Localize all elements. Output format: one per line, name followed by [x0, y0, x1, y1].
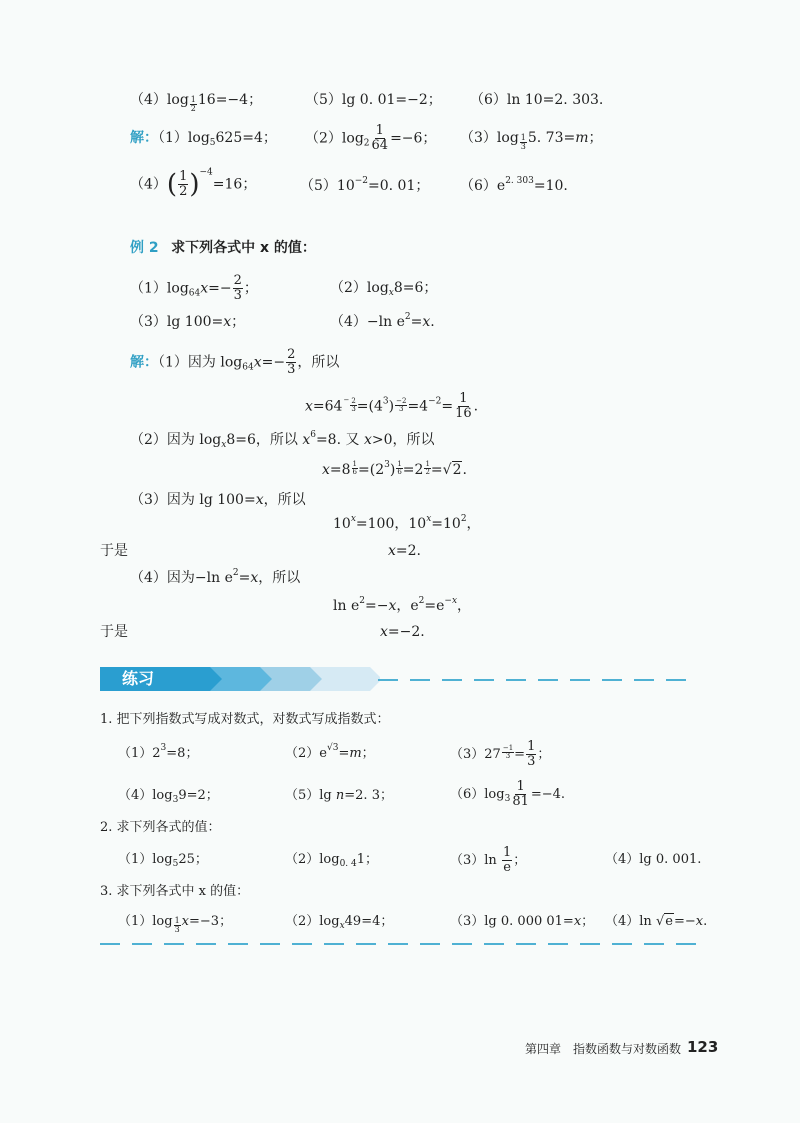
- example2-heading: [130, 238, 316, 258]
- example2-solution-3: （3）因为 lg 100=x，所以: [130, 492, 306, 508]
- example2-solution-3-result: x=2.: [388, 543, 421, 559]
- exercise-q1-1: $(1)2^3=8$；: [118, 743, 199, 761]
- chapter-footer: 第四章 指数函数与对数函数: [525, 1042, 682, 1056]
- example-label: 例 2: [130, 240, 159, 256]
- exercise-q2-3: （3）ln $\frac{1}{e}$ ；: [450, 845, 527, 875]
- exercise-q1-2: $(2)e^{√3}=m$；: [285, 743, 375, 761]
- dash-segment: [292, 943, 312, 945]
- example2-solution-2: （2）因为 $\log_x8=6$，所以 $x^6=8$. 又 x>0，所以: [130, 430, 435, 450]
- example1-answer-3: （3）log $_{\frac{1}{3}}$ 5. 73=m；: [460, 130, 603, 151]
- dash-segment: [634, 679, 654, 681]
- exercise-banner: [100, 667, 380, 691]
- exercise-title: 练习: [122, 669, 155, 688]
- dash-segment: [378, 679, 398, 681]
- dash-segment: [410, 679, 430, 681]
- exercise-q1-3: （3）27 $\frac{-1}{3}$ = $\frac{1}{3}$ ；: [450, 739, 551, 769]
- example2-solution-4-eq: $\ln e^2=-x$，$e^2=e^{-x}$，: [333, 596, 472, 614]
- example2-problem-2: $(2)\log_x8=6$；: [330, 280, 438, 298]
- exercise-q1-6: $(6)\log_3$ $\frac{1}{81}$ =−4.: [450, 779, 566, 809]
- example1-row6: （6）ln 10=2. 303.: [470, 92, 604, 108]
- exercise-q3-3: （3）lg 0. 000 01=x；: [450, 914, 595, 929]
- example-title: 求下列各式中 x 的值：: [171, 240, 316, 256]
- dash-segment: [548, 943, 568, 945]
- exercise-q2-2: $(2)\log_{0. 4}1$；: [285, 852, 379, 869]
- dash-segment: [452, 943, 472, 945]
- dash-segment: [100, 943, 120, 945]
- example2-solution-3-eq: $10^x=100$，$10^x=10^2$，: [333, 514, 481, 532]
- dash-segment: [516, 943, 536, 945]
- therefore-label-1: 于是: [100, 543, 128, 559]
- dashed-divider-bottom: [100, 943, 710, 945]
- exercise-q2: 2. 求下列各式的值：: [100, 820, 221, 835]
- dash-segment: [666, 679, 686, 681]
- example2-problem-4: （4）−ln $e^2=x$.: [330, 312, 435, 330]
- dash-segment: [228, 943, 248, 945]
- exercise-q2-4: （4）lg 0. 001.: [605, 852, 702, 867]
- exercise-q3-2: $(2)\log_x49=4$；: [285, 914, 394, 931]
- example1-answer-1: 解：$(1)\log_5625=4$；: [130, 130, 277, 148]
- dash-segment: [474, 679, 494, 681]
- therefore-label-2: 于是: [100, 624, 128, 640]
- solution-label: 解：: [130, 130, 158, 146]
- dash-segment: [260, 943, 280, 945]
- example1-row4: （4）log $_{\frac{1}{2}}$ 16=−4；: [130, 92, 263, 113]
- dash-segment: [644, 943, 664, 945]
- example2-problem-3: （3）lg 100=x；: [130, 314, 246, 330]
- example2-problem-1: $(1)\log_{64}x=-$ $\frac{2}{3}$ ；: [130, 273, 258, 303]
- exercise-q3: 3. 求下列各式中 x 的值：: [100, 884, 250, 899]
- dash-segment: [356, 943, 376, 945]
- dash-segment: [570, 679, 590, 681]
- dash-segment: [196, 943, 216, 945]
- exercise-q1-4: $(4)\log_39=2$；: [118, 788, 219, 805]
- dash-segment: [612, 943, 632, 945]
- example1-row5: （5）lg 0. 01=−2；: [305, 92, 442, 108]
- example2-solution-1-eq: x=64 − $\frac{2}{3}$ $=(4^3)$ $\frac{-2}{3}$ $=4^{-2}=$ $\frac{1}{16}$ .: [305, 391, 479, 421]
- dash-segment: [442, 679, 462, 681]
- example2-solution-4: （4）因为−ln $e^2=x$，所以: [130, 568, 301, 586]
- dash-segment: [580, 943, 600, 945]
- dash-segment: [484, 943, 504, 945]
- exercise-q3-4: （4）ln √e=−x.: [605, 914, 708, 929]
- dash-segment: [132, 943, 152, 945]
- dash-segment: [506, 679, 526, 681]
- dash-segment: [538, 679, 558, 681]
- dash-segment: [602, 679, 622, 681]
- page-number: 123: [687, 1038, 719, 1056]
- dash-segment: [388, 943, 408, 945]
- example1-answer-4: （4）( $\frac{1}{2}$ )$^{-4}$=16；: [130, 167, 257, 200]
- example1-answer-5: $(5)10^{-2}=0$. 01；: [300, 176, 430, 194]
- example1-answer-2: $(2)\log_2$ $\frac{1}{64}$ =−6；: [305, 123, 437, 153]
- dashed-divider-top: [378, 679, 710, 681]
- exercise-q2-1: $(1)\log_525$；: [118, 852, 208, 869]
- dash-segment: [324, 943, 344, 945]
- example2-solution-1: 解：（1）因为 $\log_{64}x=-$ $\frac{2}{3}$ ，所以: [130, 347, 340, 377]
- exercise-q1-5: （5）lg n=2. 3；: [285, 788, 393, 803]
- exercise-q3-1: （1）log $_{\frac{1}{3}}$ x=−3；: [118, 914, 233, 934]
- example2-solution-4-result: x=−2.: [380, 624, 425, 640]
- dash-segment: [164, 943, 184, 945]
- dash-segment: [676, 943, 696, 945]
- dash-segment: [420, 943, 440, 945]
- exercise-q1: 1. 把下列指数式写成对数式，对数式写成指数式：: [100, 712, 390, 727]
- example1-answer-6: $(6)e^{2. 303}=10$.: [460, 176, 568, 194]
- example2-solution-2-eq: x=8 $\frac{1}{6}$ $=(2^3)$ $\frac{1}{6}$ =2 $\frac{1}{2}$ =√2.: [322, 460, 467, 478]
